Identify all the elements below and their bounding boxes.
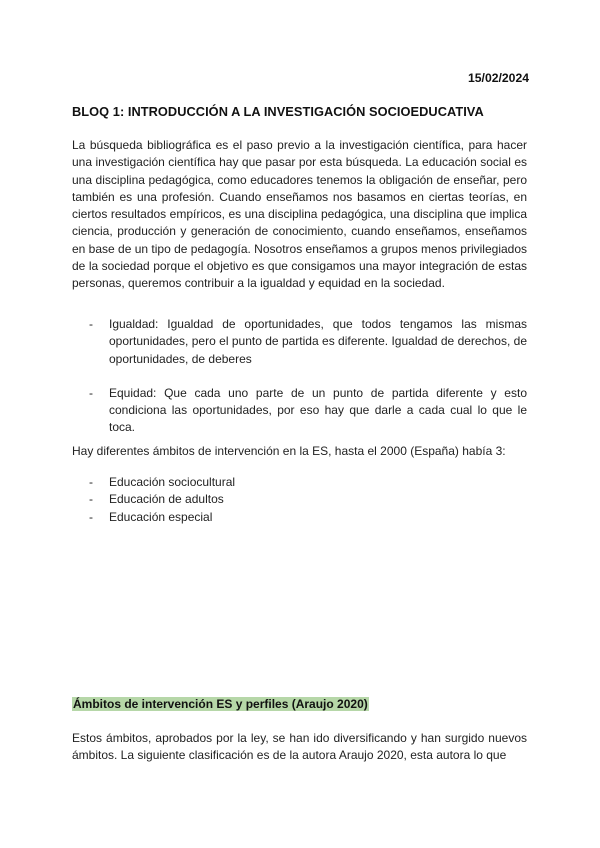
intro-paragraph: La búsqueda bibliográfica es el paso previo a la investigación científica, para hacer una investigación científica hay que pasar por esta búsqueda. La educación social es una disciplina pedagógica, como educadores tenemos la obligación de enseñar, pero también es una profesión. Cuando enseñamos nos basamos en ciertas teorías, en ciertos resultados empíricos, es una disciplina pedagógica, una disciplina que implica ciencia, producción y generación de conocimiento, cuando enseñamos, enseñamos en base de un tipo de pedagogía. Nosotros enseñamos a grupos menos privilegiados de la sociedad porque el objetivo es que consigamos una mayor integración de estas personas, queremos contribuir a la igualdad y equidad en la sociedad. bbox=[72, 138, 527, 291]
list-item-text: Equidad: Que cada uno parte de un punto de partida diferente y esto condiciona las oportunidades, por eso hay que darle a cada cual lo que le toca. bbox=[109, 385, 527, 435]
document-date: 15/02/2024 bbox=[468, 71, 529, 85]
section-heading bbox=[72, 697, 369, 711]
section-paragraph: Estos ámbitos, aprobados por la ley, se han ido diversificando y han surgido nuevos ámbitos. La siguiente clasificación es de la autora Araujo 2020, esta autora lo que bbox=[72, 731, 527, 763]
areas-intro-paragraph: Hay diferentes ámbitos de intervención en la ES, hasta el 2000 (España) había 3: bbox=[72, 444, 506, 458]
list-item bbox=[72, 316, 527, 368]
list-item bbox=[72, 474, 527, 491]
list-item bbox=[72, 509, 527, 526]
bullet-dash: - bbox=[89, 385, 93, 400]
list-item-text: Educación de adultos bbox=[109, 492, 224, 507]
bullet-dash: - bbox=[89, 475, 93, 489]
list-item-text: Igualdad: Igualdad de oportunidades, que todos tengamos las mismas oportunidades, pero el punto de partida es diferente. Igualdad de derechos, de oportunidades, de deberes bbox=[109, 317, 527, 366]
section-heading-highlight: Ámbitos de intervención ES y perfiles (Araujo 2020) bbox=[73, 697, 368, 711]
list-item-text: Educación especial bbox=[109, 509, 213, 524]
list-item bbox=[72, 385, 527, 437]
list-item-text: Educación sociocultural bbox=[109, 475, 236, 489]
bullet-dash: - bbox=[89, 492, 93, 507]
bullet-dash: - bbox=[89, 317, 93, 331]
concepts-list bbox=[72, 316, 527, 437]
document-title: BLOQ 1: INTRODUCCIÓN A LA INVESTIGACIÓN SOCIOEDUCATIVA bbox=[72, 104, 484, 119]
bullet-dash: - bbox=[89, 509, 93, 524]
list-item bbox=[72, 491, 527, 508]
areas-list bbox=[72, 474, 527, 526]
